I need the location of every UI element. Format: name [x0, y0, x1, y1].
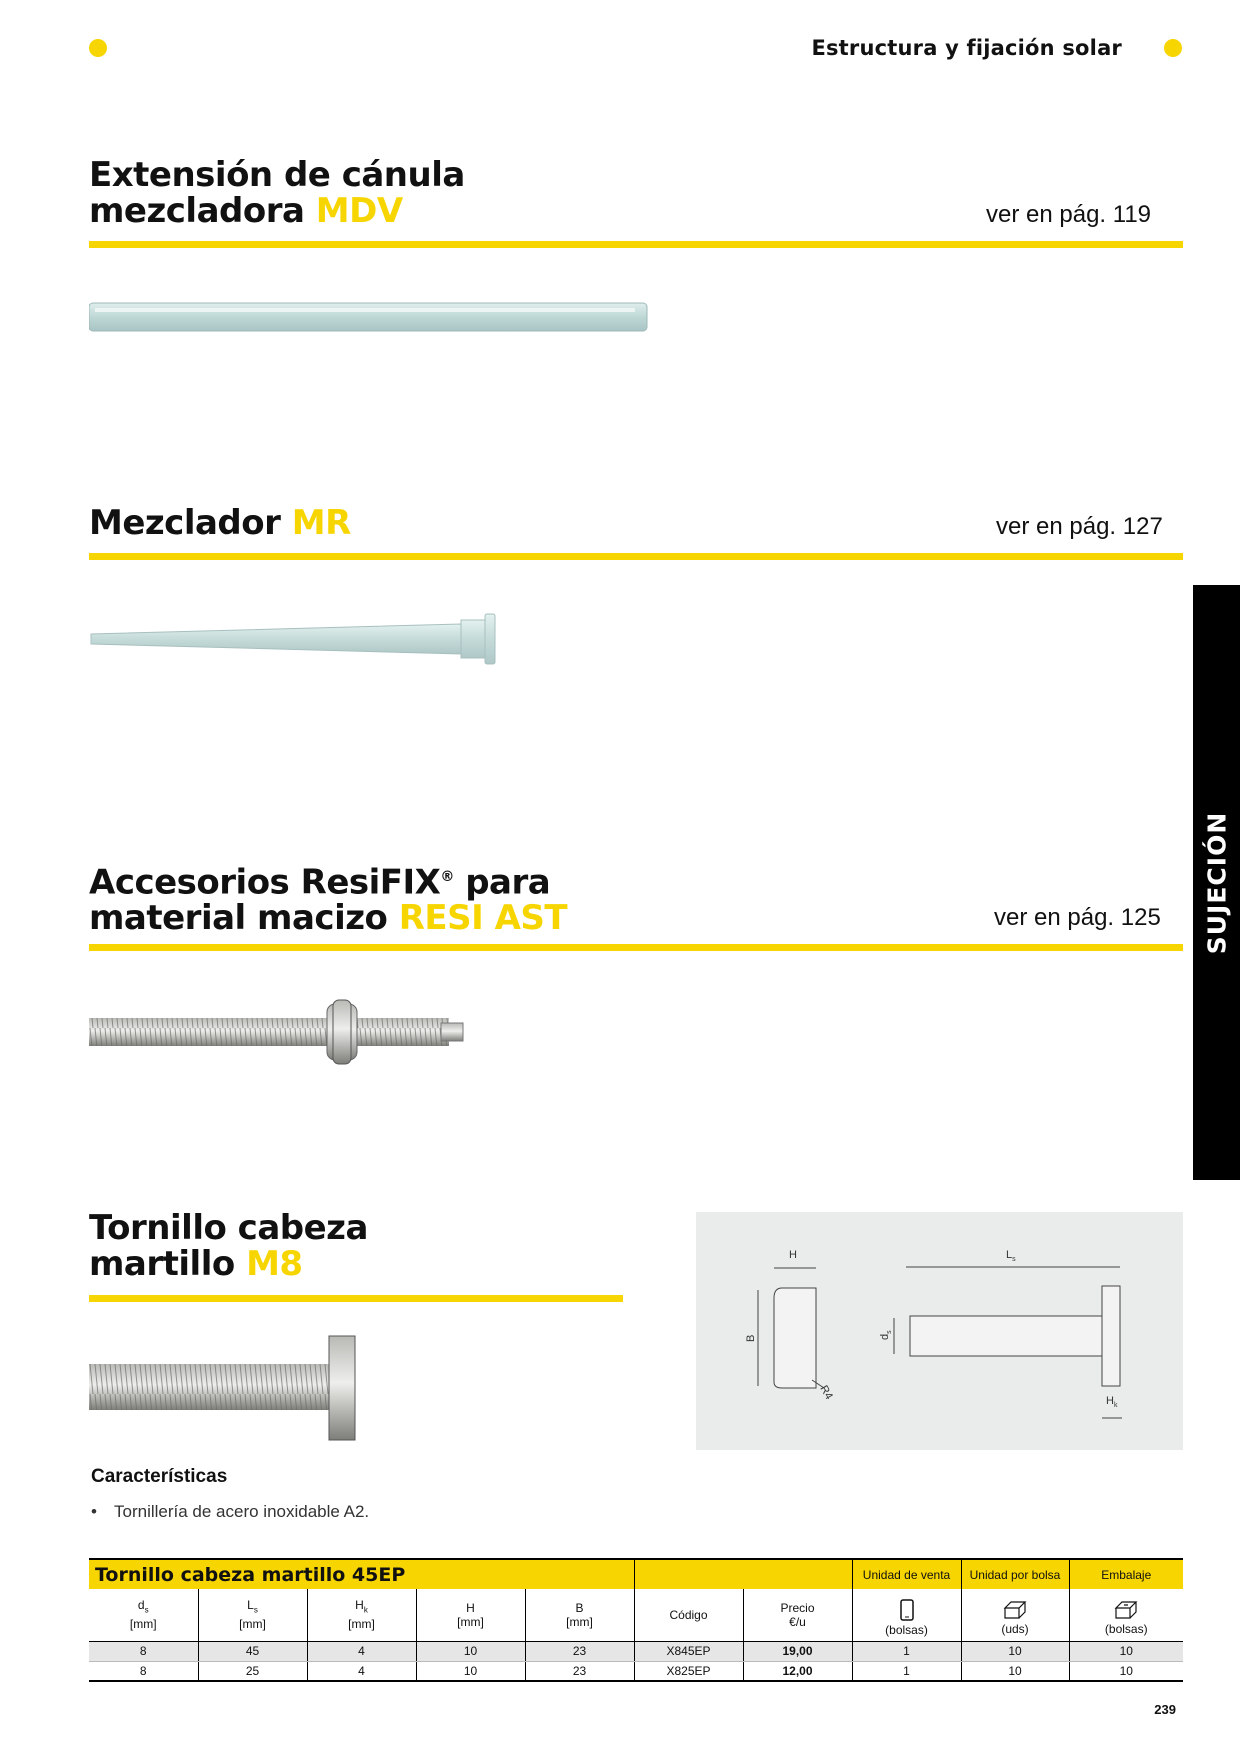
hammer-head-bolt-image: [89, 1334, 359, 1442]
mixer-image: [89, 612, 499, 668]
dim-label-r4: R4: [817, 1383, 835, 1402]
header-per-bag: Unidad por bolsa: [961, 1559, 1069, 1589]
see-page-link[interactable]: ver en pág. 119: [986, 201, 1152, 228]
product-code: MDV: [315, 191, 403, 231]
section-side-tab[interactable]: SUJECIÓN: [1193, 585, 1240, 1180]
header-sale-unit: Unidad de venta: [852, 1559, 961, 1589]
table-row: 8 45 4 10 23 X845EP 19,00 1 10 10: [89, 1641, 1183, 1661]
col-header-sale-unit: (bolsas): [852, 1589, 961, 1641]
dim-label-ds: $d_s$: [879, 1330, 893, 1340]
col-header-h: H [mm]: [416, 1589, 525, 1641]
product-code: RESI AST: [398, 898, 568, 939]
see-page-link[interactable]: ver en pág. 127: [996, 513, 1163, 540]
price-cell: 12,00: [743, 1661, 852, 1681]
see-page-link[interactable]: ver en pág. 125: [994, 904, 1161, 931]
box-icon: [1003, 1600, 1027, 1620]
price-cell: 19,00: [743, 1641, 852, 1661]
phone-icon: [900, 1599, 914, 1621]
table-title: Tornillo cabeza martillo 45EP: [89, 1559, 634, 1589]
dim-label-b: B: [745, 1334, 757, 1342]
dim-label-ls: $L_s$: [1006, 1249, 1016, 1263]
section-divider: [89, 1295, 623, 1302]
cannula-extension-image: [89, 300, 649, 334]
product-code-cell: X825EP: [634, 1661, 743, 1681]
feature-item: • Tornillería de acero inoxidable A2.: [91, 1502, 370, 1521]
section-divider: [89, 241, 1183, 248]
col-header-per-bag: (uds): [961, 1589, 1069, 1641]
dim-label-hk: $H_k$: [1106, 1395, 1118, 1409]
header-title: Estructura y fijación solar: [811, 36, 1122, 60]
page-number: 239: [1154, 1702, 1176, 1717]
section-title-mdv: Extensión de cánula mezcladora MDV: [89, 155, 465, 231]
header-packaging: Embalaje: [1069, 1559, 1183, 1589]
section-title-m8: Tornillo cabeza martillo M8: [89, 1208, 368, 1284]
technical-drawing: [696, 1212, 1183, 1450]
section-title-mr: Mezclador MR: [89, 503, 351, 543]
features-heading: Características: [91, 1466, 228, 1487]
product-code-cell: X845EP: [634, 1641, 743, 1661]
product-code: M8: [246, 1244, 303, 1284]
open-box-icon: [1114, 1600, 1138, 1620]
col-header-ls: $L_s$ [mm]: [198, 1589, 307, 1641]
dim-label-h: H: [789, 1249, 797, 1261]
col-header-ds: $d_s$ [mm]: [89, 1589, 198, 1641]
col-header-b: B [mm]: [525, 1589, 634, 1641]
product-code: MR: [291, 503, 351, 543]
section-title-resi-ast: Accesorios ResiFIX® para material macizo RESI AST: [89, 862, 568, 939]
col-header-packaging: (bolsas): [1069, 1589, 1183, 1641]
header-dot-left: [89, 39, 107, 57]
col-header-price: Precio €/u: [743, 1589, 852, 1641]
product-table: [89, 1558, 1183, 1682]
col-header-code: Código: [634, 1589, 743, 1641]
section-divider: [89, 944, 1183, 951]
col-header-hk: $H_k$ [mm]: [307, 1589, 416, 1641]
section-divider: [89, 553, 1183, 560]
table-row: 8 25 4 10 23 X825EP 12,00 1 10 10: [89, 1661, 1183, 1681]
header-dot-right: [1164, 39, 1182, 57]
threaded-rod-image: [89, 998, 475, 1068]
